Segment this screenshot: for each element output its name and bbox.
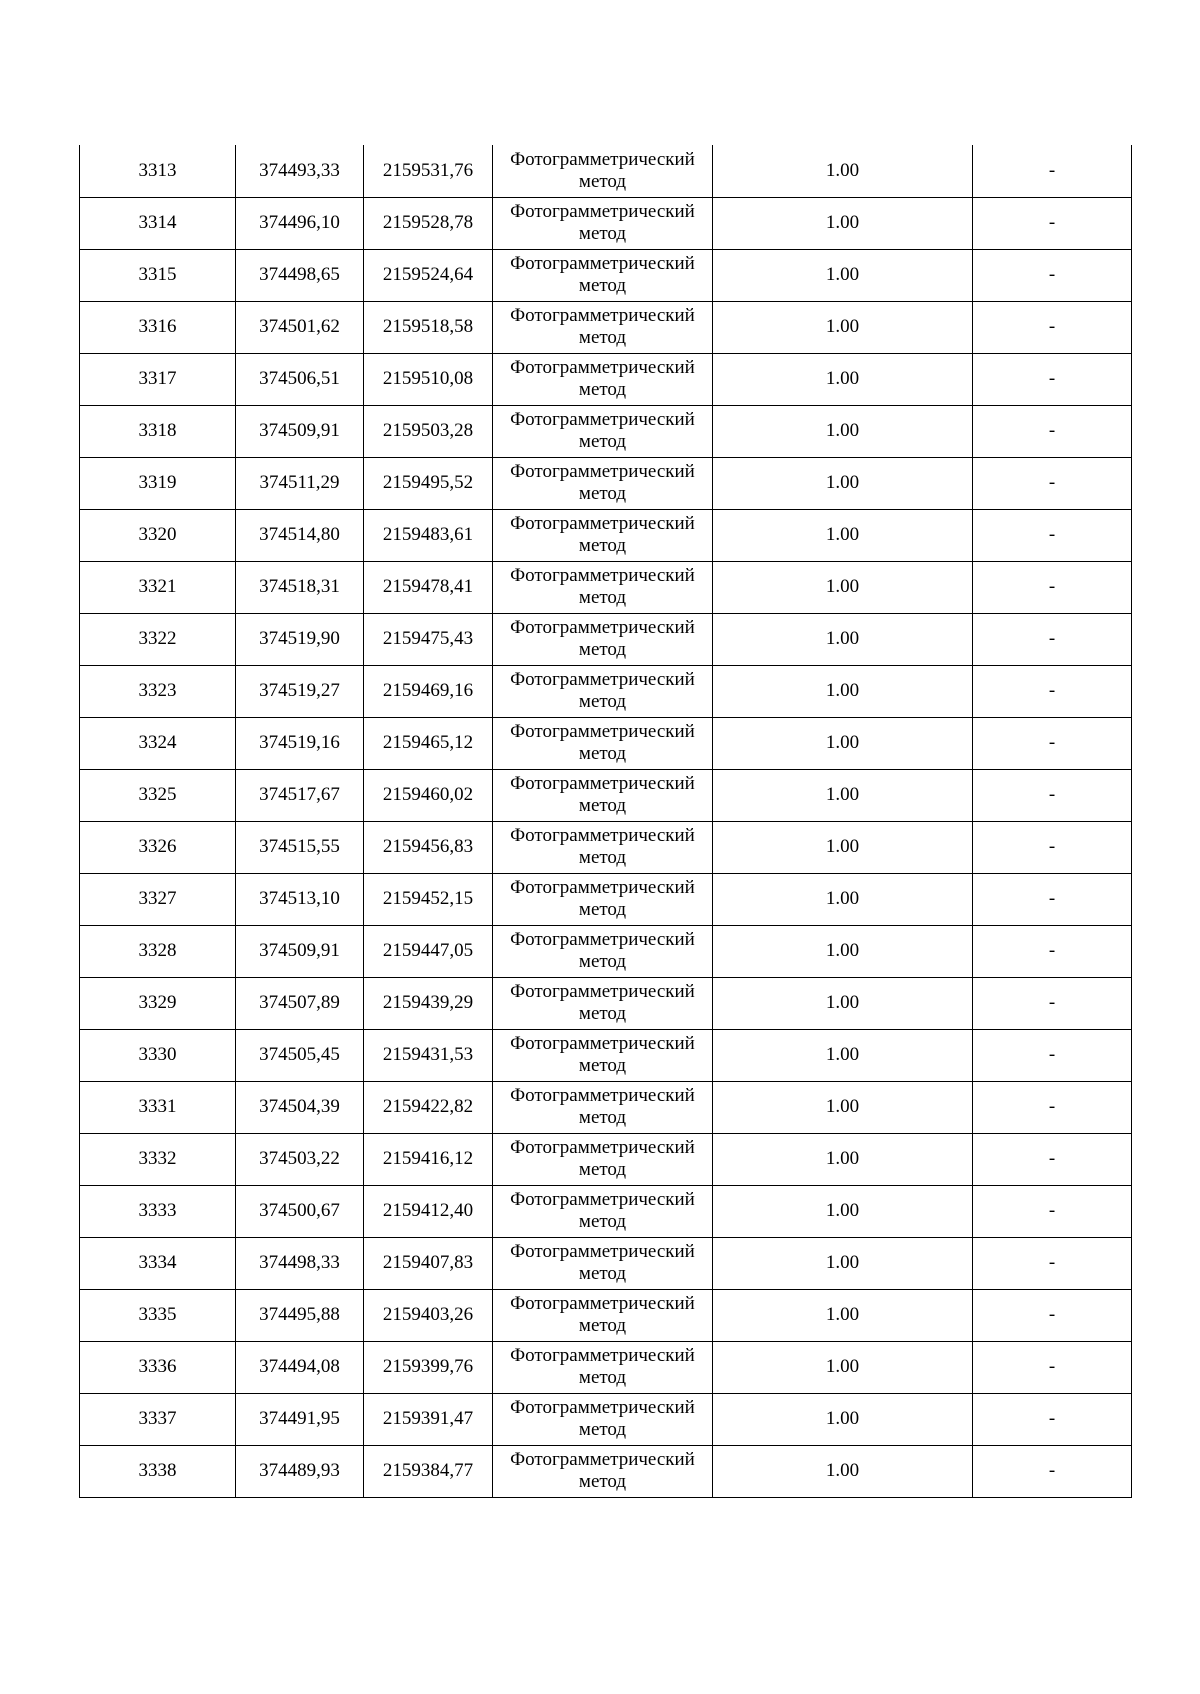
method-line-2: метод [578,743,627,764]
x-coordinate-cell: 374505,45 [236,1029,364,1081]
x-coordinate-cell: 374519,90 [236,613,364,665]
coordinates-table [79,145,1132,1498]
table-row [80,873,1132,925]
x-coordinate-cell: 374519,16 [236,717,364,769]
method-cell [493,145,713,197]
x-coordinate-cell: 374495,88 [236,1289,364,1341]
table-row [80,1133,1132,1185]
x-coordinate-cell: 374511,29 [236,457,364,509]
method-line-1: Фотограмметрический [510,877,695,898]
x-coordinate-cell: 374501,62 [236,301,364,353]
note-cell: - [973,1081,1132,1133]
y-coordinate-cell: 2159399,76 [364,1341,493,1393]
note-cell: - [973,457,1132,509]
accuracy-cell: 1.00 [713,1393,973,1445]
accuracy-cell: 1.00 [713,977,973,1029]
accuracy-cell: 1.00 [713,873,973,925]
table-row [80,509,1132,561]
accuracy-cell: 1.00 [713,457,973,509]
method-cell [493,561,713,613]
y-coordinate-cell: 2159456,83 [364,821,493,873]
table-row [80,717,1132,769]
point-number-cell: 3319 [80,457,236,509]
x-coordinate-cell: 374494,08 [236,1341,364,1393]
accuracy-cell: 1.00 [713,1029,973,1081]
accuracy-cell: 1.00 [713,249,973,301]
table-row [80,925,1132,977]
accuracy-cell: 1.00 [713,769,973,821]
method-cell [493,197,713,249]
table-row [80,769,1132,821]
method-cell [493,1341,713,1393]
accuracy-cell: 1.00 [713,1133,973,1185]
table-row [80,249,1132,301]
point-number-cell: 3334 [80,1237,236,1289]
point-number-cell: 3330 [80,1029,236,1081]
method-line-1: Фотограмметрический [510,617,695,638]
x-coordinate-cell: 374498,65 [236,249,364,301]
point-number-cell: 3313 [80,145,236,197]
method-line-2: метод [578,639,627,660]
method-cell [493,405,713,457]
table-row [80,1341,1132,1393]
method-line-1: Фотограмметрический [510,929,695,950]
point-number-cell: 3327 [80,873,236,925]
point-number-cell: 3329 [80,977,236,1029]
x-coordinate-cell: 374504,39 [236,1081,364,1133]
point-number-cell: 3320 [80,509,236,561]
method-line-2: метод [578,275,627,296]
accuracy-cell: 1.00 [713,353,973,405]
method-cell [493,873,713,925]
method-line-1: Фотограмметрический [510,1397,695,1418]
method-line-2: метод [578,1471,627,1492]
method-line-1: Фотограмметрический [510,461,695,482]
table-row [80,1445,1132,1497]
note-cell: - [973,821,1132,873]
y-coordinate-cell: 2159495,52 [364,457,493,509]
method-line-2: метод [578,535,627,556]
method-line-1: Фотограмметрический [510,565,695,586]
table-row [80,353,1132,405]
note-cell: - [973,1341,1132,1393]
accuracy-cell: 1.00 [713,561,973,613]
method-line-2: метод [578,223,627,244]
point-number-cell: 3322 [80,613,236,665]
method-line-2: метод [578,1419,627,1440]
method-cell [493,1133,713,1185]
note-cell: - [973,1237,1132,1289]
y-coordinate-cell: 2159528,78 [364,197,493,249]
note-cell: - [973,769,1132,821]
y-coordinate-cell: 2159465,12 [364,717,493,769]
x-coordinate-cell: 374496,10 [236,197,364,249]
x-coordinate-cell: 374491,95 [236,1393,364,1445]
y-coordinate-cell: 2159510,08 [364,353,493,405]
method-line-1: Фотограмметрический [510,1085,695,1106]
note-cell: - [973,249,1132,301]
method-line-2: метод [578,1055,627,1076]
y-coordinate-cell: 2159412,40 [364,1185,493,1237]
method-line-2: метод [578,1159,627,1180]
y-coordinate-cell: 2159403,26 [364,1289,493,1341]
note-cell: - [973,1029,1132,1081]
method-cell [493,769,713,821]
table-row [80,1393,1132,1445]
method-cell [493,353,713,405]
method-line-1: Фотограмметрический [510,1241,695,1262]
method-cell [493,1185,713,1237]
accuracy-cell: 1.00 [713,1237,973,1289]
method-line-1: Фотограмметрический [510,1137,695,1158]
method-line-2: метод [578,1367,627,1388]
x-coordinate-cell: 374507,89 [236,977,364,1029]
note-cell: - [973,665,1132,717]
note-cell: - [973,613,1132,665]
point-number-cell: 3331 [80,1081,236,1133]
method-line-1: Фотограмметрический [510,1293,695,1314]
method-line-2: метод [578,951,627,972]
y-coordinate-cell: 2159447,05 [364,925,493,977]
method-line-2: метод [578,1107,627,1128]
method-cell [493,457,713,509]
method-cell [493,821,713,873]
method-cell [493,249,713,301]
y-coordinate-cell: 2159422,82 [364,1081,493,1133]
y-coordinate-cell: 2159391,47 [364,1393,493,1445]
y-coordinate-cell: 2159483,61 [364,509,493,561]
x-coordinate-cell: 374515,55 [236,821,364,873]
method-cell [493,613,713,665]
method-cell [493,717,713,769]
point-number-cell: 3315 [80,249,236,301]
method-line-1: Фотограмметрический [510,305,695,326]
method-line-2: метод [578,483,627,504]
y-coordinate-cell: 2159478,41 [364,561,493,613]
method-line-2: метод [578,1263,627,1284]
table-row [80,665,1132,717]
note-cell: - [973,1445,1132,1497]
method-line-2: метод [578,899,627,920]
point-number-cell: 3316 [80,301,236,353]
table-row [80,1237,1132,1289]
point-number-cell: 3325 [80,769,236,821]
note-cell: - [973,1289,1132,1341]
method-line-1: Фотограмметрический [510,981,695,1002]
method-line-1: Фотограмметрический [510,1189,695,1210]
accuracy-cell: 1.00 [713,197,973,249]
x-coordinate-cell: 374518,31 [236,561,364,613]
method-line-1: Фотограмметрический [510,1345,695,1366]
point-number-cell: 3338 [80,1445,236,1497]
method-cell [493,1029,713,1081]
accuracy-cell: 1.00 [713,1081,973,1133]
method-line-1: Фотограмметрический [510,669,695,690]
accuracy-cell: 1.00 [713,717,973,769]
method-line-2: метод [578,431,627,452]
y-coordinate-cell: 2159416,12 [364,1133,493,1185]
y-coordinate-cell: 2159431,53 [364,1029,493,1081]
method-cell [493,977,713,1029]
y-coordinate-cell: 2159531,76 [364,145,493,197]
x-coordinate-cell: 374514,80 [236,509,364,561]
point-number-cell: 3332 [80,1133,236,1185]
x-coordinate-cell: 374489,93 [236,1445,364,1497]
x-coordinate-cell: 374513,10 [236,873,364,925]
table-row [80,1185,1132,1237]
method-cell [493,925,713,977]
method-line-1: Фотограмметрический [510,773,695,794]
note-cell: - [973,145,1132,197]
method-line-1: Фотограмметрический [510,1033,695,1054]
accuracy-cell: 1.00 [713,405,973,457]
point-number-cell: 3335 [80,1289,236,1341]
table-row [80,821,1132,873]
method-line-2: метод [578,1211,627,1232]
accuracy-cell: 1.00 [713,613,973,665]
table-row [80,1289,1132,1341]
y-coordinate-cell: 2159384,77 [364,1445,493,1497]
note-cell: - [973,1185,1132,1237]
table-row [80,301,1132,353]
y-coordinate-cell: 2159460,02 [364,769,493,821]
point-number-cell: 3324 [80,717,236,769]
note-cell: - [973,405,1132,457]
note-cell: - [973,977,1132,1029]
accuracy-cell: 1.00 [713,1341,973,1393]
method-line-2: метод [578,795,627,816]
method-line-2: метод [578,587,627,608]
y-coordinate-cell: 2159503,28 [364,405,493,457]
note-cell: - [973,717,1132,769]
table-row [80,1029,1132,1081]
point-number-cell: 3326 [80,821,236,873]
table-row [80,457,1132,509]
note-cell: - [973,561,1132,613]
method-line-2: метод [578,170,627,192]
note-cell: - [973,301,1132,353]
accuracy-cell: 1.00 [713,665,973,717]
accuracy-cell: 1.00 [713,509,973,561]
point-number-cell: 3314 [80,197,236,249]
method-line-1: Фотограмметрический [510,201,695,222]
method-cell [493,1393,713,1445]
method-cell [493,1445,713,1497]
point-number-cell: 3328 [80,925,236,977]
method-cell [493,509,713,561]
coordinates-table-body [80,145,1132,1497]
accuracy-cell: 1.00 [713,1445,973,1497]
accuracy-cell: 1.00 [713,1289,973,1341]
point-number-cell: 3318 [80,405,236,457]
accuracy-cell: 1.00 [713,1185,973,1237]
point-number-cell: 3321 [80,561,236,613]
table-row [80,197,1132,249]
x-coordinate-cell: 374498,33 [236,1237,364,1289]
point-number-cell: 3333 [80,1185,236,1237]
y-coordinate-cell: 2159407,83 [364,1237,493,1289]
method-line-2: метод [578,1315,627,1336]
table-row [80,1081,1132,1133]
x-coordinate-cell: 374509,91 [236,405,364,457]
method-cell [493,301,713,353]
method-line-1: Фотограмметрический [510,148,695,170]
method-line-2: метод [578,1003,627,1024]
point-number-cell: 3337 [80,1393,236,1445]
method-cell [493,665,713,717]
method-line-1: Фотограмметрический [510,409,695,430]
accuracy-cell: 1.00 [713,145,973,197]
method-cell [493,1081,713,1133]
x-coordinate-cell: 374493,33 [236,145,364,197]
note-cell: - [973,353,1132,405]
accuracy-cell: 1.00 [713,925,973,977]
method-line-1: Фотограмметрический [510,513,695,534]
note-cell: - [973,1393,1132,1445]
method-line-1: Фотограмметрический [510,721,695,742]
method-cell [493,1237,713,1289]
x-coordinate-cell: 374517,67 [236,769,364,821]
table-row [80,405,1132,457]
y-coordinate-cell: 2159469,16 [364,665,493,717]
point-number-cell: 3323 [80,665,236,717]
y-coordinate-cell: 2159475,43 [364,613,493,665]
method-line-1: Фотограмметрический [510,825,695,846]
note-cell: - [973,873,1132,925]
x-coordinate-cell: 374503,22 [236,1133,364,1185]
table-row [80,613,1132,665]
note-cell: - [973,925,1132,977]
method-line-1: Фотограмметрический [510,253,695,274]
accuracy-cell: 1.00 [713,301,973,353]
x-coordinate-cell: 374506,51 [236,353,364,405]
method-line-2: метод [578,691,627,712]
x-coordinate-cell: 374519,27 [236,665,364,717]
note-cell: - [973,1133,1132,1185]
method-line-2: метод [578,327,627,348]
method-line-2: метод [578,379,627,400]
accuracy-cell: 1.00 [713,821,973,873]
point-number-cell: 3317 [80,353,236,405]
y-coordinate-cell: 2159518,58 [364,301,493,353]
y-coordinate-cell: 2159439,29 [364,977,493,1029]
table-row [80,561,1132,613]
y-coordinate-cell: 2159452,15 [364,873,493,925]
table-row [80,145,1132,197]
y-coordinate-cell: 2159524,64 [364,249,493,301]
method-line-1: Фотограмметрический [510,1449,695,1470]
method-line-2: метод [578,847,627,868]
x-coordinate-cell: 374500,67 [236,1185,364,1237]
method-cell [493,1289,713,1341]
table-row [80,977,1132,1029]
note-cell: - [973,197,1132,249]
note-cell: - [973,509,1132,561]
point-number-cell: 3336 [80,1341,236,1393]
x-coordinate-cell: 374509,91 [236,925,364,977]
method-line-1: Фотограмметрический [510,357,695,378]
